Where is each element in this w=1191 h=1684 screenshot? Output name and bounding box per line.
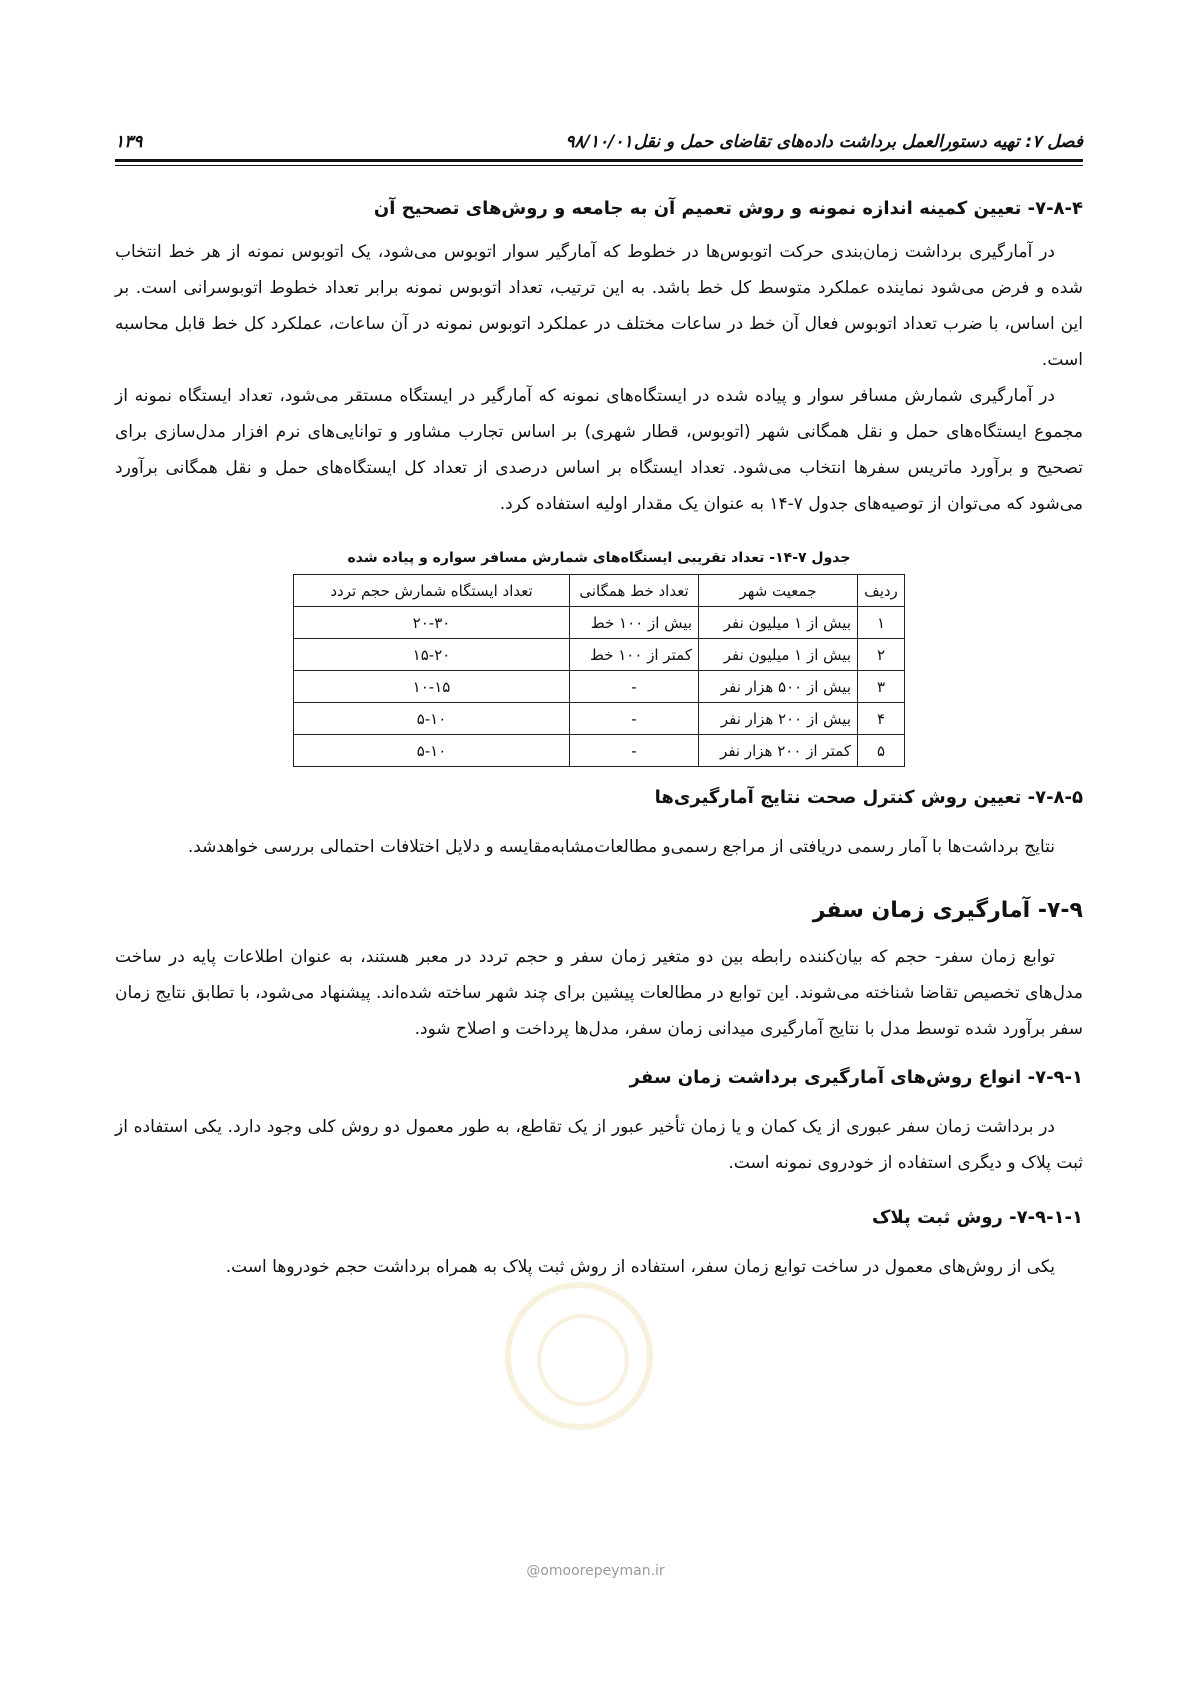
table-cell: - <box>570 735 699 767</box>
table-cell: ۲ <box>858 639 905 671</box>
section-heading-7-8-5: ۷-۸-۵- تعیین روش کنترل صحت نتایج آمارگیری‌ها <box>654 787 1083 808</box>
table-cell: بیش از ۱ میلیون نفر <box>699 639 858 671</box>
table-cell: کمتر از ۲۰۰ هزار نفر <box>699 735 858 767</box>
table-header-cell: تعداد خط همگانی <box>570 575 699 607</box>
table-cell: بیش از ۱۰۰ خط <box>570 607 699 639</box>
table-header-cell: جمعیت شهر <box>699 575 858 607</box>
paragraph: در برداشت زمان سفر عبوری از یک کمان و یا زمان تأخیر عبور از یک تقاطع، به طور معمول دو روش کلی وجود دارد. یکی استفاده از ثبت پلاک و دیگری استفاده از خودروی نمونه است. <box>115 1117 1083 1173</box>
table-row <box>294 703 905 735</box>
header-rule-thin <box>115 165 1083 166</box>
paragraph: در آمارگیری برداشت زمان‌بندی حرکت اتوبوس‌ها در خطوط که آمارگیر سوار اتوبوس می‌شود، یک اتوبوس نمونه از هر خط انتخاب شده و فرض می‌شود نماینده عملکرد متوسط کل خط باشد. به این ترتیب، تعداد اتوبوس نمونه برابر تعداد خطوط اتوبوسرانی است. بر این اساس، با ضرب تعداد اتوبوس فعال آن خط در ساعات مختلف در عملکرد اتوبوس نمونه در آن ساعات، عملکرد کل خط قابل محاسبه است. <box>115 242 1083 370</box>
paragraph: نتایج برداشت‌ها با آمار رسمی دریافتی از مراجع رسمی‌و مطالعات‌مشابه‌مقایسه و دلایل اختلافات احتمالی بررسی خواهدشد. <box>187 837 1055 857</box>
page-content <box>115 190 1083 1285</box>
table-cell: ۵ <box>858 735 905 767</box>
stations-table <box>293 574 905 767</box>
paragraph: یکی از روش‌های معمول در ساخت توابع زمان سفر، استفاده از روش ثبت پلاک به همراه برداشت حجم خودروها است. <box>225 1257 1055 1277</box>
table-cell: - <box>570 671 699 703</box>
header-rule-thick <box>115 159 1083 162</box>
paragraph: توابع زمان سفر- حجم که بیان‌کننده رابطه بین دو متغیر زمان سفر و حجم تردد در معبر هستند، به عنوان اطلاعات پایه در ساخت مدل‌های تخصیص تقاضا شناخته می‌شوند. این توابع در مطالعات پیشین برای چند شهر ساخته شده‌اند. پیشنهاد می‌شود، با تطابق نتایج زمان سفر برآورد شده توسط مدل با نتایج آمارگیری میدانی زمان سفر، مدل‌ها پرداخت و اصلاح شود. <box>115 947 1083 1039</box>
table-cell: ۱ <box>858 607 905 639</box>
table-cell: بیش از ۱ میلیون نفر <box>699 607 858 639</box>
table-cell: ۱۰-۱۵ <box>294 671 570 703</box>
watermark-seal-icon <box>505 1282 653 1430</box>
table-cell: بیش از ۲۰۰ هزار نفر <box>699 703 858 735</box>
watermark-seal-inner <box>537 1314 629 1406</box>
table-cell: ۳ <box>858 671 905 703</box>
table-header-row <box>294 575 905 607</box>
table-header-cell: تعداد ایستگاه شمارش حجم تردد <box>294 575 570 607</box>
table-cell: بیش از ۵۰۰ هزار نفر <box>699 671 858 703</box>
section-heading-7-9-1-1: ۷-۹-۱-۱- روش ثبت پلاک <box>871 1207 1083 1228</box>
table-header-cell: ردیف <box>858 575 905 607</box>
section-heading-7-8-4: ۷-۸-۴- تعیین کمینه اندازه نمونه و روش تعمیم آن به جامعه و روش‌های تصحیح آن <box>373 198 1083 219</box>
page-header <box>115 128 1083 162</box>
table-cell: ۴ <box>858 703 905 735</box>
header-date: ۹۸/۱۰/۰۱ <box>565 132 633 152</box>
section-heading-7-9: ۷-۹- آمارگیری زمان سفر <box>812 898 1083 923</box>
page-number: ۱۳۹ <box>115 132 143 152</box>
paragraph: در آمارگیری شمارش مسافر سوار و پیاده شده در ایستگاه‌های نمونه که آمارگیر در ایستگاه مستقر می‌شود، تعداد ایستگاه نمونه از مجموع ایستگاه‌های حمل و نقل همگانی شهر (اتوبوس، قطار شهری) بر اساس تجارب مشاور و توانایی‌های نرم افزار مدل‌سازی برای تصحیح و برآورد ماتریس سفرها انتخاب می‌شود. تعداد ایستگاه بر اساس درصدی از تعداد کل ایستگاه‌های حمل و نقل همگانی برآورد می‌شود که می‌توان از توصیه‌های جدول ۷-۱۴ به عنوان یک مقدار اولیه استفاده کرد. <box>115 386 1083 514</box>
section-heading-7-9-1: ۷-۹-۱- انواع روش‌های آمارگیری برداشت زمان سفر <box>629 1067 1083 1088</box>
table-cell: ۲۰-۳۰ <box>294 607 570 639</box>
table-cell: کمتر از ۱۰۰ خط <box>570 639 699 671</box>
stations-table-block <box>293 546 905 767</box>
table-row <box>294 735 905 767</box>
table-cell: - <box>570 703 699 735</box>
table-caption: جدول ۷-۱۴- تعداد تقریبی ایستگاه‌های شمارش مسافر سواره و پیاده شده <box>347 550 851 566</box>
table-cell: ۵-۱۰ <box>294 735 570 767</box>
watermark-url: @omoorepeyman.ir <box>526 1563 665 1579</box>
table-cell: ۱۵-۲۰ <box>294 639 570 671</box>
chapter-title: فصل ۷: تهیه دستورالعمل برداشت داده‌های تقاضای حمل و نقل <box>633 132 1083 152</box>
table-cell: ۵-۱۰ <box>294 703 570 735</box>
table-row <box>294 639 905 671</box>
table-row <box>294 671 905 703</box>
table-row <box>294 607 905 639</box>
